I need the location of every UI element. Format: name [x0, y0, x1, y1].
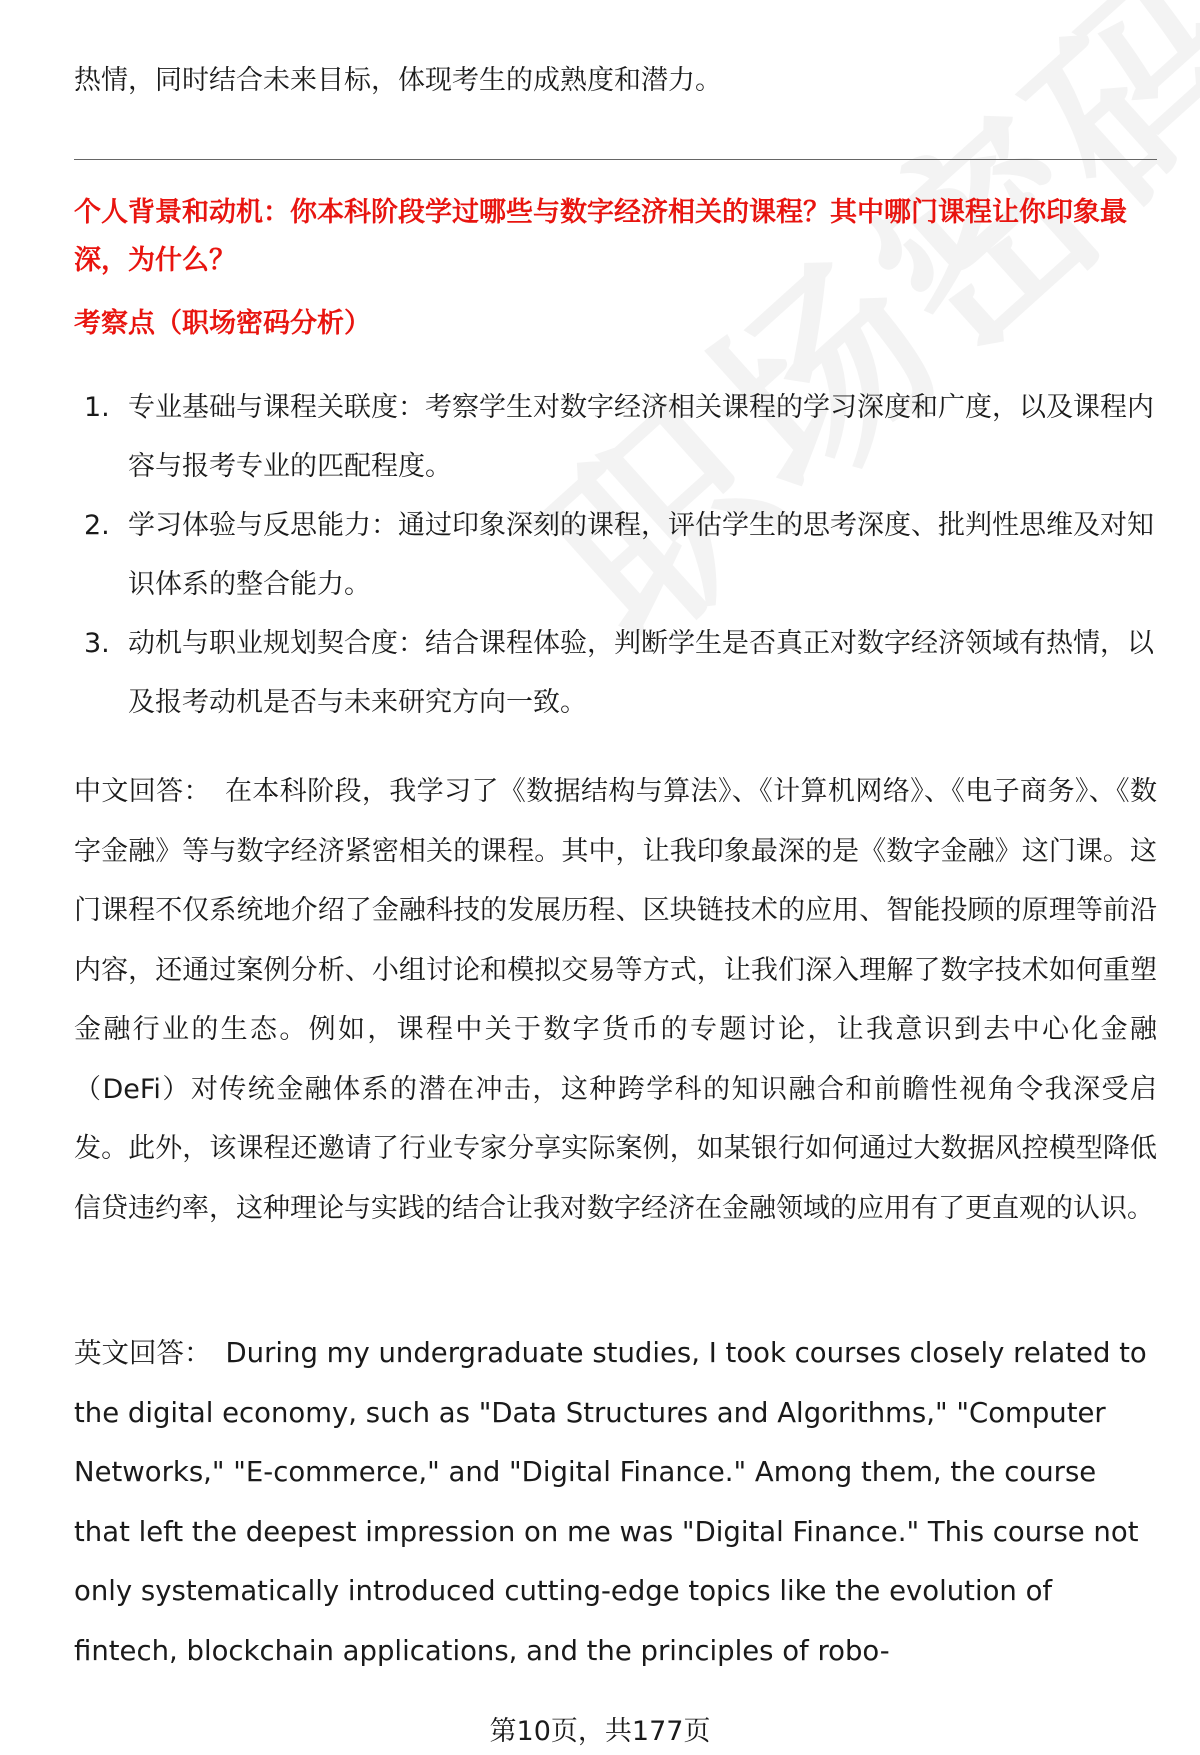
chinese-answer	[74, 762, 1157, 1238]
question-heading: 个人背景和动机：你本科阶段学过哪些与数字经济相关的课程？其中哪门课程让你印象最深，为什么？	[74, 197, 1127, 276]
english-answer-text: During my undergraduate studies, I took courses closely related to the digital economy, such as "Data Structures and Algorithms," "Computer Networks," "E-commerce," and "Digital Finance." Among them, the course that left the deepest impression on me was "Digital Finance." This course not only systematically introduced cutting-edge topics like the evolution of fintech, blockchain applications, and the principles of robo-	[74, 1337, 1147, 1667]
list-item-text: 专业基础与课程关联度：考察学生对数字经济相关课程的学习深度和广度，以及课程内容与报考专业的匹配程度。	[128, 392, 1154, 482]
intro-paragraph: 热情，同时结合未来目标，体现考生的成熟度和潜力。	[74, 65, 722, 96]
list-item	[74, 614, 1157, 732]
english-answer-label: 英文回答：	[74, 1337, 212, 1369]
list-item-text: 动机与职业规划契合度：结合课程体验，判断学生是否真正对数字经济领域有热情，以及报考动机是否与未来研究方向一致。	[128, 628, 1154, 718]
assessment-points-list	[74, 378, 1157, 732]
document-page	[74, 0, 1157, 1755]
horizontal-divider	[74, 159, 1157, 160]
list-item	[74, 496, 1157, 614]
list-item	[74, 378, 1157, 496]
chinese-answer-label: 中文回答：	[74, 776, 211, 807]
list-number: 1.	[84, 392, 110, 423]
list-item-text: 学习体验与反思能力：通过印象深刻的课程，评估学生的思考深度、批判性思维及对知识体系的整合能力。	[128, 510, 1154, 600]
english-answer	[74, 1324, 1157, 1681]
section-title: 考察点（职场密码分析）	[74, 308, 371, 339]
list-number: 2.	[84, 510, 110, 541]
list-number: 3.	[84, 628, 110, 659]
chinese-answer-text: 在本科阶段，我学习了《数据结构与算法》、《计算机网络》、《电子商务》、《数字金融》等与数字经济紧密相关的课程。其中，让我印象最深的是《数字金融》这门课。这门课程不仅系统地介绍了金融科技的发展历程、区块链技术的应用、智能投顾的原理等前沿内容，还通过案例分析、小组讨论和模拟交易等方式，让我们深入理解了数字技术如何重塑金融行业的生态。例如，课程中关于数字货币的专题讨论，让我意识到去中心化金融（DeFi）对传统金融体系的潜在冲击，这种跨学科的知识融合和前瞻性视角令我深受启发。此外，该课程还邀请了行业专家分享实际案例，如某银行如何通过大数据风控模型降低信贷违约率，这种理论与实践的结合让我对数字经济在金融领域的应用有了更直观的认识。	[74, 776, 1158, 1224]
page-footer: 第10页，共177页	[489, 1716, 711, 1747]
